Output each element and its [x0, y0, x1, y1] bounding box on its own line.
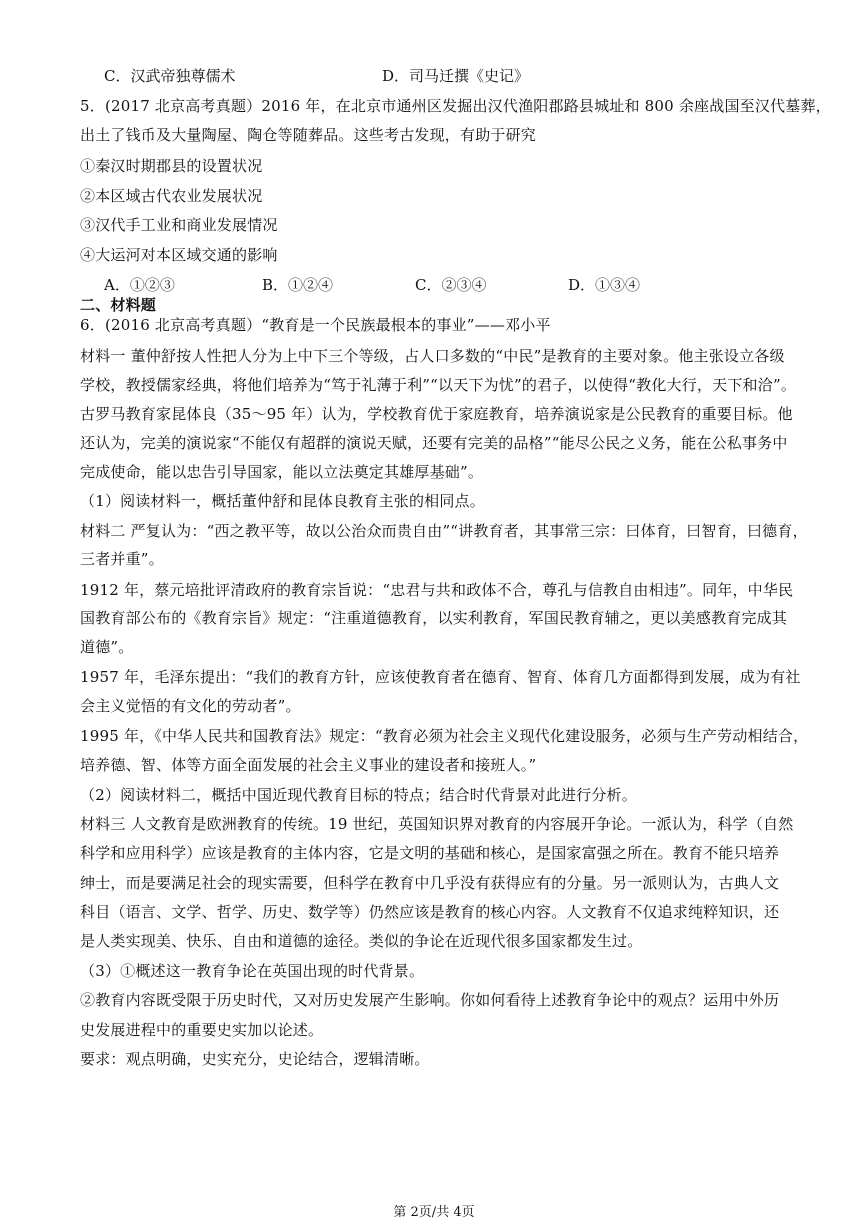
q6-line: 材料一 董仲舒按人性把人分为上中下三个等级，占人口多数的“中民”是教育的主要对象。他主张设立各级: [80, 347, 785, 365]
q5-item-4: ④大运河对本区域交通的影响: [80, 246, 278, 264]
page-number: 第 2页/共 4页: [393, 1205, 475, 1220]
q6-line: 科目（语言、文学、哲学、历史、数学等）仍然应该是教育的核心内容。人文教育不仅追求纯粹知识，还: [80, 903, 780, 921]
q6-subquestion-2: （2）阅读材料二，概括中国近现代教育目标的特点；结合时代背景对此进行分析。: [80, 786, 637, 804]
q6-line: 完成使命，能以忠告引导国家，能以立法奠定其雄厚基础”。: [80, 463, 484, 481]
q5-option-a: A．①②③: [104, 276, 175, 294]
q6-line: 国教育部公布的《教育宗旨》规定：“注重道德教育，以实利教育，军国民教育辅之，更以美感教育完成其: [80, 609, 788, 627]
q6-line: 1912 年，蔡元培批评清政府的教育宗旨说：“忠君与共和政体不合，尊孔与信教自由相违”。同年，中华民: [80, 581, 794, 599]
q5-option-b: B．①②④: [262, 276, 334, 294]
q6-title: 6．(2016 北京高考真题）“教育是一个民族最根本的事业”——邓小平: [80, 316, 551, 334]
q6-line: 1957 年，毛泽东提出：“我们的教育方针，应该使教育者在德育、智育、体育几方面都得到发展，成为有社: [80, 668, 801, 686]
section-heading: 二、材料题: [80, 296, 157, 314]
q6-line: 科学和应用科学）应该是教育的主体内容，它是文明的基础和核心，是国家富强之所在。教育不能只培养: [80, 844, 780, 862]
q5-option-d: D．①③④: [568, 276, 641, 294]
q6-line: 绅士，而是要满足社会的现实需要，但科学在教育中几乎没有获得应有的分量。另一派则认为，古典人文: [80, 874, 780, 892]
q4-option-c: C．汉武帝独尊儒术: [104, 67, 236, 85]
q6-line: 材料三 人文教育是欧洲教育的传统。19 世纪，英国知识界对教育的内容展开争论。一派认为，科学（自然: [80, 815, 794, 833]
q6-line: 道德”。: [80, 638, 134, 656]
q6-line: 是人类实现美、快乐、自由和道德的途径。类似的争论在近现代很多国家都发生过。: [80, 932, 643, 950]
q6-line: 1995 年，《中华人民共和国教育法》规定：“教育必须为社会主义现代化建设服务，必须与生产劳动相结合，: [80, 727, 809, 745]
q6-line: 史发展进程中的重要史实加以论述。: [80, 1021, 324, 1039]
q5-item-1: ①秦汉时期郡县的设置状况: [80, 157, 263, 175]
q6-line: 三者并重”。: [80, 550, 164, 568]
q6-subquestion-3: （3）①概述这一教育争论在英国出现的时代背景。: [80, 962, 425, 980]
q5-option-c: C．②③④: [415, 276, 487, 294]
q6-line: 古罗马教育家昆体良（35～95 年）认为，学校教育优于家庭教育，培养演说家是公民教育的重要目标。他: [80, 405, 793, 423]
q5-stem-line1: 5．(2017 北京高考真题）2016 年，在北京市通州区发掘出汉代渔阳郡路县城址和 800 余座战国至汉代墓葬，: [80, 97, 831, 115]
q6-requirements: 要求：观点明确，史实充分，史论结合，逻辑清晰。: [80, 1050, 430, 1068]
q5-item-2: ②本区域古代农业发展状况: [80, 187, 263, 205]
q6-line: 会主义觉悟的有文化的劳动者”。: [80, 697, 301, 715]
q6-line: 培养德、智、体等方面全面发展的社会主义事业的建设者和接班人。”: [80, 756, 537, 774]
q5-stem-line2: 出土了钱币及大量陶屋、陶仓等随葬品。这些考古发现，有助于研究: [80, 126, 537, 144]
q6-line: 材料二 严复认为：“西之教平等，故以公治众而贵自由”“讲教育者，其事常三宗：曰体育，曰智育，曰德育，: [80, 522, 808, 540]
q5-item-3: ③汉代手工业和商业发展情况: [80, 216, 278, 234]
q6-line: 还认为，完美的演说家“不能仅有超群的演说天赋，还要有完美的品格”“能尽公民之义务，能在公私事务中: [80, 434, 788, 452]
q6-subquestion-1: （1）阅读材料一，概括董仲舒和昆体良教育主张的相同点。: [80, 492, 485, 510]
q4-option-d: D．司马迁撰《史记》: [382, 67, 530, 85]
q6-line: ②教育内容既受限于历史时代，又对历史发展产生影响。你如何看待上述教育争论中的观点？运用中外历: [80, 991, 780, 1009]
q6-line: 学校，教授儒家经典，将他们培养为“笃于礼薄于利”“以天下为忧”的君子，以使得“教化大行，天下和洽”。: [80, 376, 797, 394]
